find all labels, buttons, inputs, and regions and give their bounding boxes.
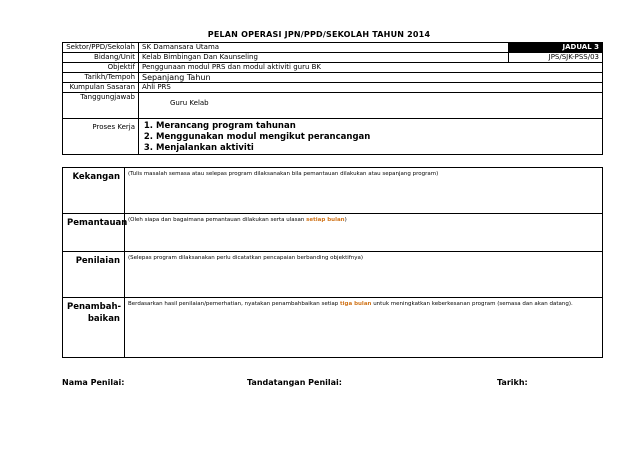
penambah-text: Berdasarkan hasil penilaian/pemerhatian, nyatakan penambahbaikan setiap bbox=[128, 301, 340, 307]
penambah-highlight: tiga bulan bbox=[340, 301, 372, 307]
proses-item: 1. Merancang program tahunan bbox=[156, 121, 599, 132]
kumpulan-value: Ahli PRS bbox=[139, 83, 603, 93]
penilaian-label: Penilaian bbox=[63, 252, 125, 298]
nama-penilai-label: Nama Penilai: bbox=[62, 378, 125, 387]
penambahbaikan-desc[interactable] bbox=[125, 298, 603, 358]
penambah-label-line2: baikan bbox=[87, 314, 120, 324]
row-kumpulan bbox=[63, 83, 603, 93]
row-objektif bbox=[63, 63, 603, 73]
jadual-badge: JADUAL 3 bbox=[509, 43, 603, 53]
row-pemantauan bbox=[63, 214, 603, 252]
tarikh-value: Sepanjang Tahun bbox=[139, 73, 603, 83]
evaluation-table bbox=[62, 167, 603, 358]
pemantauan-text: (Oleh siapa dan bagaimana pemantauan dilakukan serta ulasan bbox=[128, 217, 307, 223]
bidang-label: Bidang/Unit bbox=[63, 53, 139, 63]
penambah-label-line1: Penambah- bbox=[67, 302, 122, 312]
tanggungjawab-label: Tanggungjawab bbox=[63, 93, 139, 119]
row-tanggungjawab bbox=[63, 93, 603, 119]
pemantauan-desc[interactable] bbox=[125, 214, 603, 252]
row-sektor bbox=[63, 43, 603, 53]
tanggungjawab-value: Guru Kelab bbox=[170, 99, 209, 107]
row-tarikh bbox=[63, 73, 603, 83]
proses-cell bbox=[139, 119, 603, 155]
objektif-label: Objektif bbox=[63, 63, 139, 73]
bidang-value: Kelab Bimbingan Dan Kaunseling bbox=[139, 53, 509, 63]
page-title: PELAN OPERASI JPN/PPD/SEKOLAH TAHUN 2014 bbox=[207, 30, 431, 39]
plan-info-table bbox=[62, 42, 603, 155]
row-penilaian bbox=[63, 252, 603, 298]
tarikh-label: Tarikh/Tempoh bbox=[63, 73, 139, 83]
penilaian-desc[interactable]: (Selepas program dilaksanakan perlu dicatatkan pencapaian berbanding objektifnya) bbox=[125, 252, 603, 298]
tanggungjawab-cell bbox=[139, 93, 603, 119]
row-bidang bbox=[63, 53, 603, 63]
kekangan-label: Kekangan bbox=[63, 168, 125, 214]
sektor-label: Sektor/PPD/Sekolah bbox=[63, 43, 139, 53]
pemantauan-text-end: ) bbox=[344, 217, 347, 223]
kumpulan-label: Kumpulan Sasaran bbox=[63, 83, 139, 93]
penambahbaikan-label bbox=[63, 298, 125, 358]
pemantauan-label: Pemantauan bbox=[63, 214, 125, 252]
proses-label: Proses Kerja bbox=[63, 119, 139, 155]
proses-list bbox=[142, 121, 599, 154]
proses-item: 3. Menjalankan aktiviti bbox=[156, 143, 599, 154]
document-code: JPS/SJK-PSS/03 bbox=[509, 53, 603, 63]
row-kekangan bbox=[63, 168, 603, 214]
sektor-value: SK Damansara Utama bbox=[139, 43, 509, 53]
objektif-value: Penggunaan modul PRS dan modul aktiviti guru BK bbox=[139, 63, 603, 73]
row-proses bbox=[63, 119, 603, 155]
penambah-text-end: untuk meningkatkan keberkesanan program (semasa dan akan datang). bbox=[371, 301, 573, 307]
pemantauan-highlight: setiap bulan bbox=[306, 217, 345, 223]
kekangan-desc[interactable]: (Tulis masalah semasa atau selepas program dilaksanakan bila pemantauan dilakukan atau sepanjang program) bbox=[125, 168, 603, 214]
row-penambahbaikan bbox=[63, 298, 603, 358]
tandatangan-penilai-label: Tandatangan Penilai: bbox=[247, 378, 342, 387]
tarikh-label-footer: Tarikh: bbox=[497, 378, 528, 387]
proses-item: 2. Menggunakan modul mengikut perancangan bbox=[156, 132, 599, 143]
